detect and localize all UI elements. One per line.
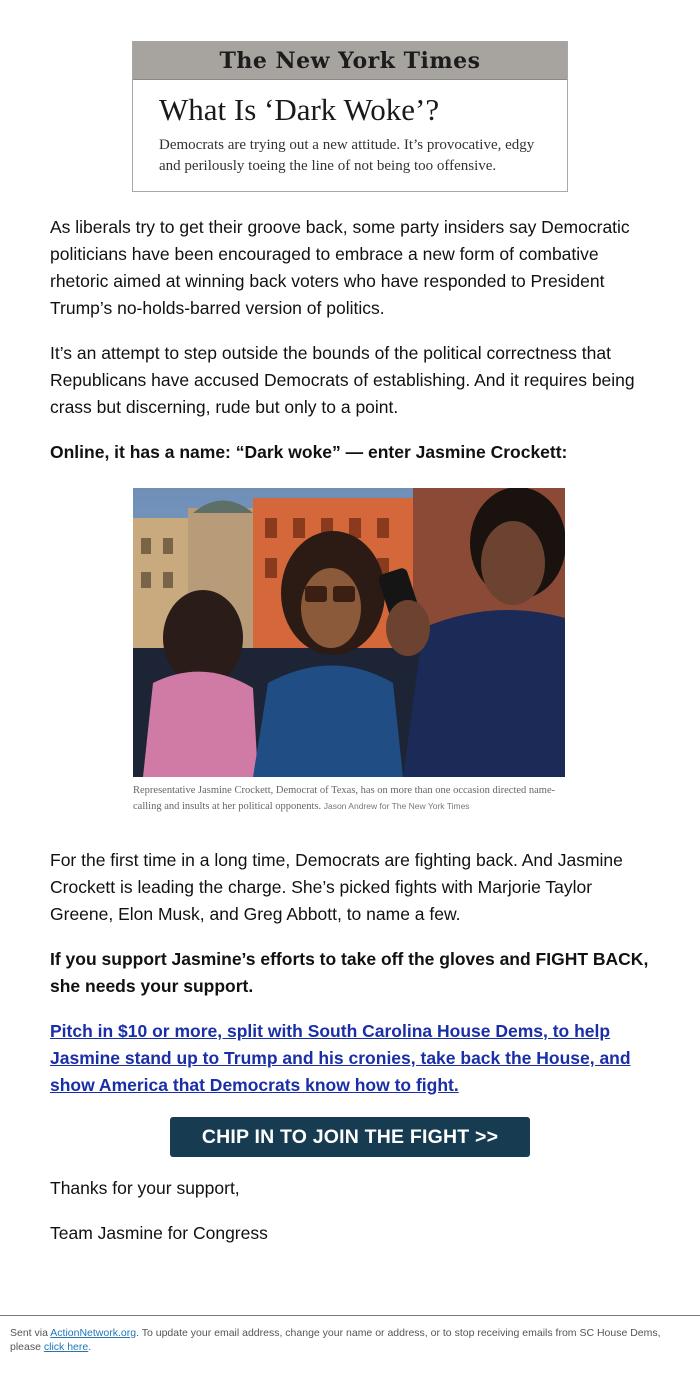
signature-text: Team Jasmine for Congress [50,1223,268,1243]
article-photo [133,488,565,777]
footer-prefix: Sent via [10,1327,51,1339]
nyt-dek: Democrats are trying out a new attitude. It’s provocative, edgy and perilously toeing the line of not being too offensive. [159,137,535,174]
donate-link-paragraph [50,1018,660,1099]
photo-caption-text: Representative Jasmine Crockett, Democrat of Texas, has on more than one occasion directed name-calling and insults at her political opponents. [133,785,556,812]
body-paragraph-4: For the first time in a long time, Democrats are fighting back. And Jasmine Crockett is leading the charge. She’s picked fights with Marjorie Taylor Greene, Elon Musk, and Greg Abbott, to name a few. [50,850,623,924]
photo-credit: Jason Andrew for The New York Times [323,800,470,811]
footer [10,1326,690,1354]
footer-suffix: . [88,1341,92,1353]
footer-divider [0,1315,700,1316]
donate-link[interactable]: Pitch in $10 or more, split with South Carolina House Dems, to help Jasmine stand up to Trump and his cronies, take back the House, and show America that Democrats know how to fight. [50,1021,631,1095]
chip-in-button[interactable]: CHIP IN TO JOIN THE FIGHT >> [170,1117,530,1157]
photo-illustration [133,488,565,777]
nyt-article-card [132,41,568,192]
body-paragraph-2: It’s an attempt to step outside the bounds of the political correctness that Republicans have accused Democrats of establishing. And it requires being crass but discerning, rude but only to a point. [50,343,635,417]
nyt-headline: What Is ‘Dark Woke’? [159,92,440,127]
photo-caption [133,784,565,814]
nyt-masthead: The New York Times [133,42,567,80]
body-paragraph-5: If you support Jasmine’s efforts to take off the gloves and FIGHT BACK, she needs your support. [50,949,649,996]
body-paragraph-3: Online, it has a name: “Dark woke” — enter Jasmine Crockett: [50,442,568,462]
thanks-text: Thanks for your support, [50,1178,240,1198]
actionnetwork-link[interactable]: ActionNetwork.org [50,1327,137,1339]
footer-middle: . To update your email address, change your name or address, or to stop receiving emails from SC House Dems, please [10,1327,661,1353]
unsubscribe-link[interactable]: click here [43,1341,89,1353]
body-paragraph-1: As liberals try to get their groove back, some party insiders say Democratic politicians have been encouraged to embrace a new form of combative rhetoric aimed at winning back voters who have responded to President Trump’s no-holds-barred version of politics. [50,217,630,318]
